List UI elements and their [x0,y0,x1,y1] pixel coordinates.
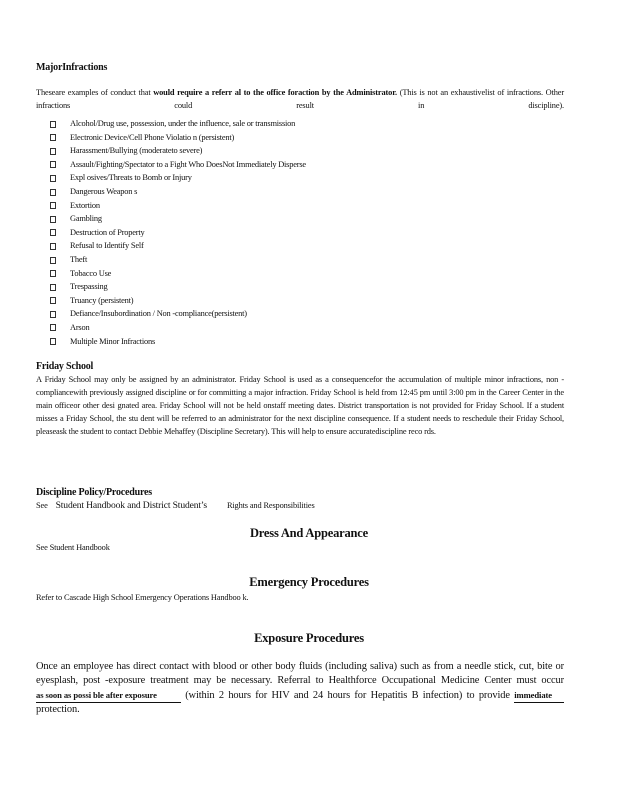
infraction-label: Alcohol/Drug use, possession, under the influence, sale or transmission [70,119,296,128]
bullet-box-icon [50,311,56,318]
infraction-label: Gambling [70,214,102,224]
bullet-box-icon [50,216,56,223]
bullet-box-icon [50,121,56,128]
intro-text-bold: would require a referr al to the office foraction by the Administrator. [153,88,397,97]
major-infractions-intro [36,87,564,112]
infraction-item [50,226,450,240]
bullet-box-icon [50,161,56,168]
bullet-box-icon [50,175,56,182]
friday-school-paragraph: A Friday School may only be assigned by an administrator. Friday School is used as a consequencefor the accumulation of multiple minor infractions, non -compliancewith previously assigned discipline or for committing a major infraction. Friday School is held from 12:45 pm until 3:00 pm in the Career Center in the main officeor other desi gnated area. Friday School will not be held onstaff meeting dates. District transportation is not provided for Friday School. If a student misses a Friday School, the stu dent will be referred to an administrator for the next discipline consequence. If a student needs to reschedule their Friday School, pleaseask the student to contact Debbie Mehaffey (Discipline Secretary). This will help to ensure accuratediscipline reco rds. [36,375,564,436]
infraction-label: Destruction of Property [70,227,145,237]
exposure-fill-asap: as soon as possi ble after exposure [36,688,181,703]
exposure-text-b: (within 2 hours for HIV and 24 hours for Hepatitis B infection) to provide [185,690,510,701]
infractions-list [50,117,450,348]
infraction-item [50,158,450,172]
bullet-box-icon [50,338,56,345]
infraction-item [50,239,450,253]
exposure-fill-immediate: immediate [514,688,564,703]
emergency-line: Refer to Cascade High School Emergency Operations Handboo k. [36,593,249,602]
bullet-box-icon [50,148,56,155]
bullet-box-icon [50,284,56,291]
infraction-label: Trespassing [70,282,108,292]
infraction-item [50,321,450,335]
discipline-heading: Discipline Policy/Procedures [36,487,152,498]
infraction-item [50,280,450,294]
infraction-label: Multiple Minor Infractions [70,336,156,346]
infraction-item [50,267,450,281]
infraction-label: Truancy (persistent) [70,295,134,305]
discipline-line [36,500,315,511]
discipline-rights-text: Rights and Responsibilities [226,501,315,510]
infraction-item [50,171,450,185]
bullet-box-icon [50,324,56,331]
infraction-label: Dangerous Weapon s [70,186,138,196]
exposure-text-c: protection. [36,704,80,715]
infraction-label: Theft [70,254,88,264]
bullet-box-icon [50,257,56,264]
infraction-item [50,117,450,131]
infraction-item [50,253,450,267]
bullet-box-icon [50,243,56,250]
discipline-prefix: See [36,501,48,510]
intro-text-a: Theseare examples of conduct that [36,88,151,97]
exposure-paragraph [36,660,564,717]
bullet-box-icon [50,229,56,236]
infraction-label: Refusal to Identify Self [70,241,144,251]
exposure-text-a: Once an employee has direct contact with blood or other body fluids (including saliva) such as from a needle stick, cut, bite or eyesplash, post -exposure treatment may be necessary. Referral to Healthforce Occupational Medicine Center must occur [36,661,564,686]
emergency-heading: Emergency Procedures [249,575,369,589]
exposure-heading: Exposure Procedures [254,631,364,645]
dress-heading: Dress And Appearance [249,526,368,540]
infraction-item [50,307,450,321]
bullet-box-icon [50,270,56,277]
discipline-handbook-text: Student Handbook and District Student’s [55,500,207,511]
infraction-label: Arson [70,322,90,332]
infraction-label: Expl osives/Threats to Bomb or Injury [70,173,192,183]
infraction-label: Harassment/Bullying (moderateto severe) [70,146,203,156]
friday-school-heading: Friday School [36,361,94,372]
infraction-label: Assault/Fighting/Spectator to a Fight Who DoesNot Immediately Disperse [70,159,306,169]
bullet-box-icon [50,189,56,196]
infraction-item [50,335,450,349]
bullet-box-icon [50,134,56,141]
infraction-label: Electronic Device/Cell Phone Violatio n (persistent) [70,132,235,142]
infraction-item [50,199,450,213]
infraction-item [50,185,450,199]
infraction-item [50,212,450,226]
infraction-label: Tobacco Use [70,268,112,278]
infraction-item [50,294,450,308]
infraction-label: Extortion [70,200,100,210]
infraction-item [50,131,450,145]
intro-text-c: (This is not an exhaustivelist of infractions. Other infractions could result in discipline). [36,88,564,110]
major-infractions-heading: MajorInfractions [36,62,108,73]
infraction-item [50,144,450,158]
bullet-box-icon [50,202,56,209]
bullet-box-icon [50,297,56,304]
dress-line: See Student Handbook [36,543,110,552]
infraction-label: Defiance/Insubordination / Non -compliance(persistent) [70,309,247,319]
